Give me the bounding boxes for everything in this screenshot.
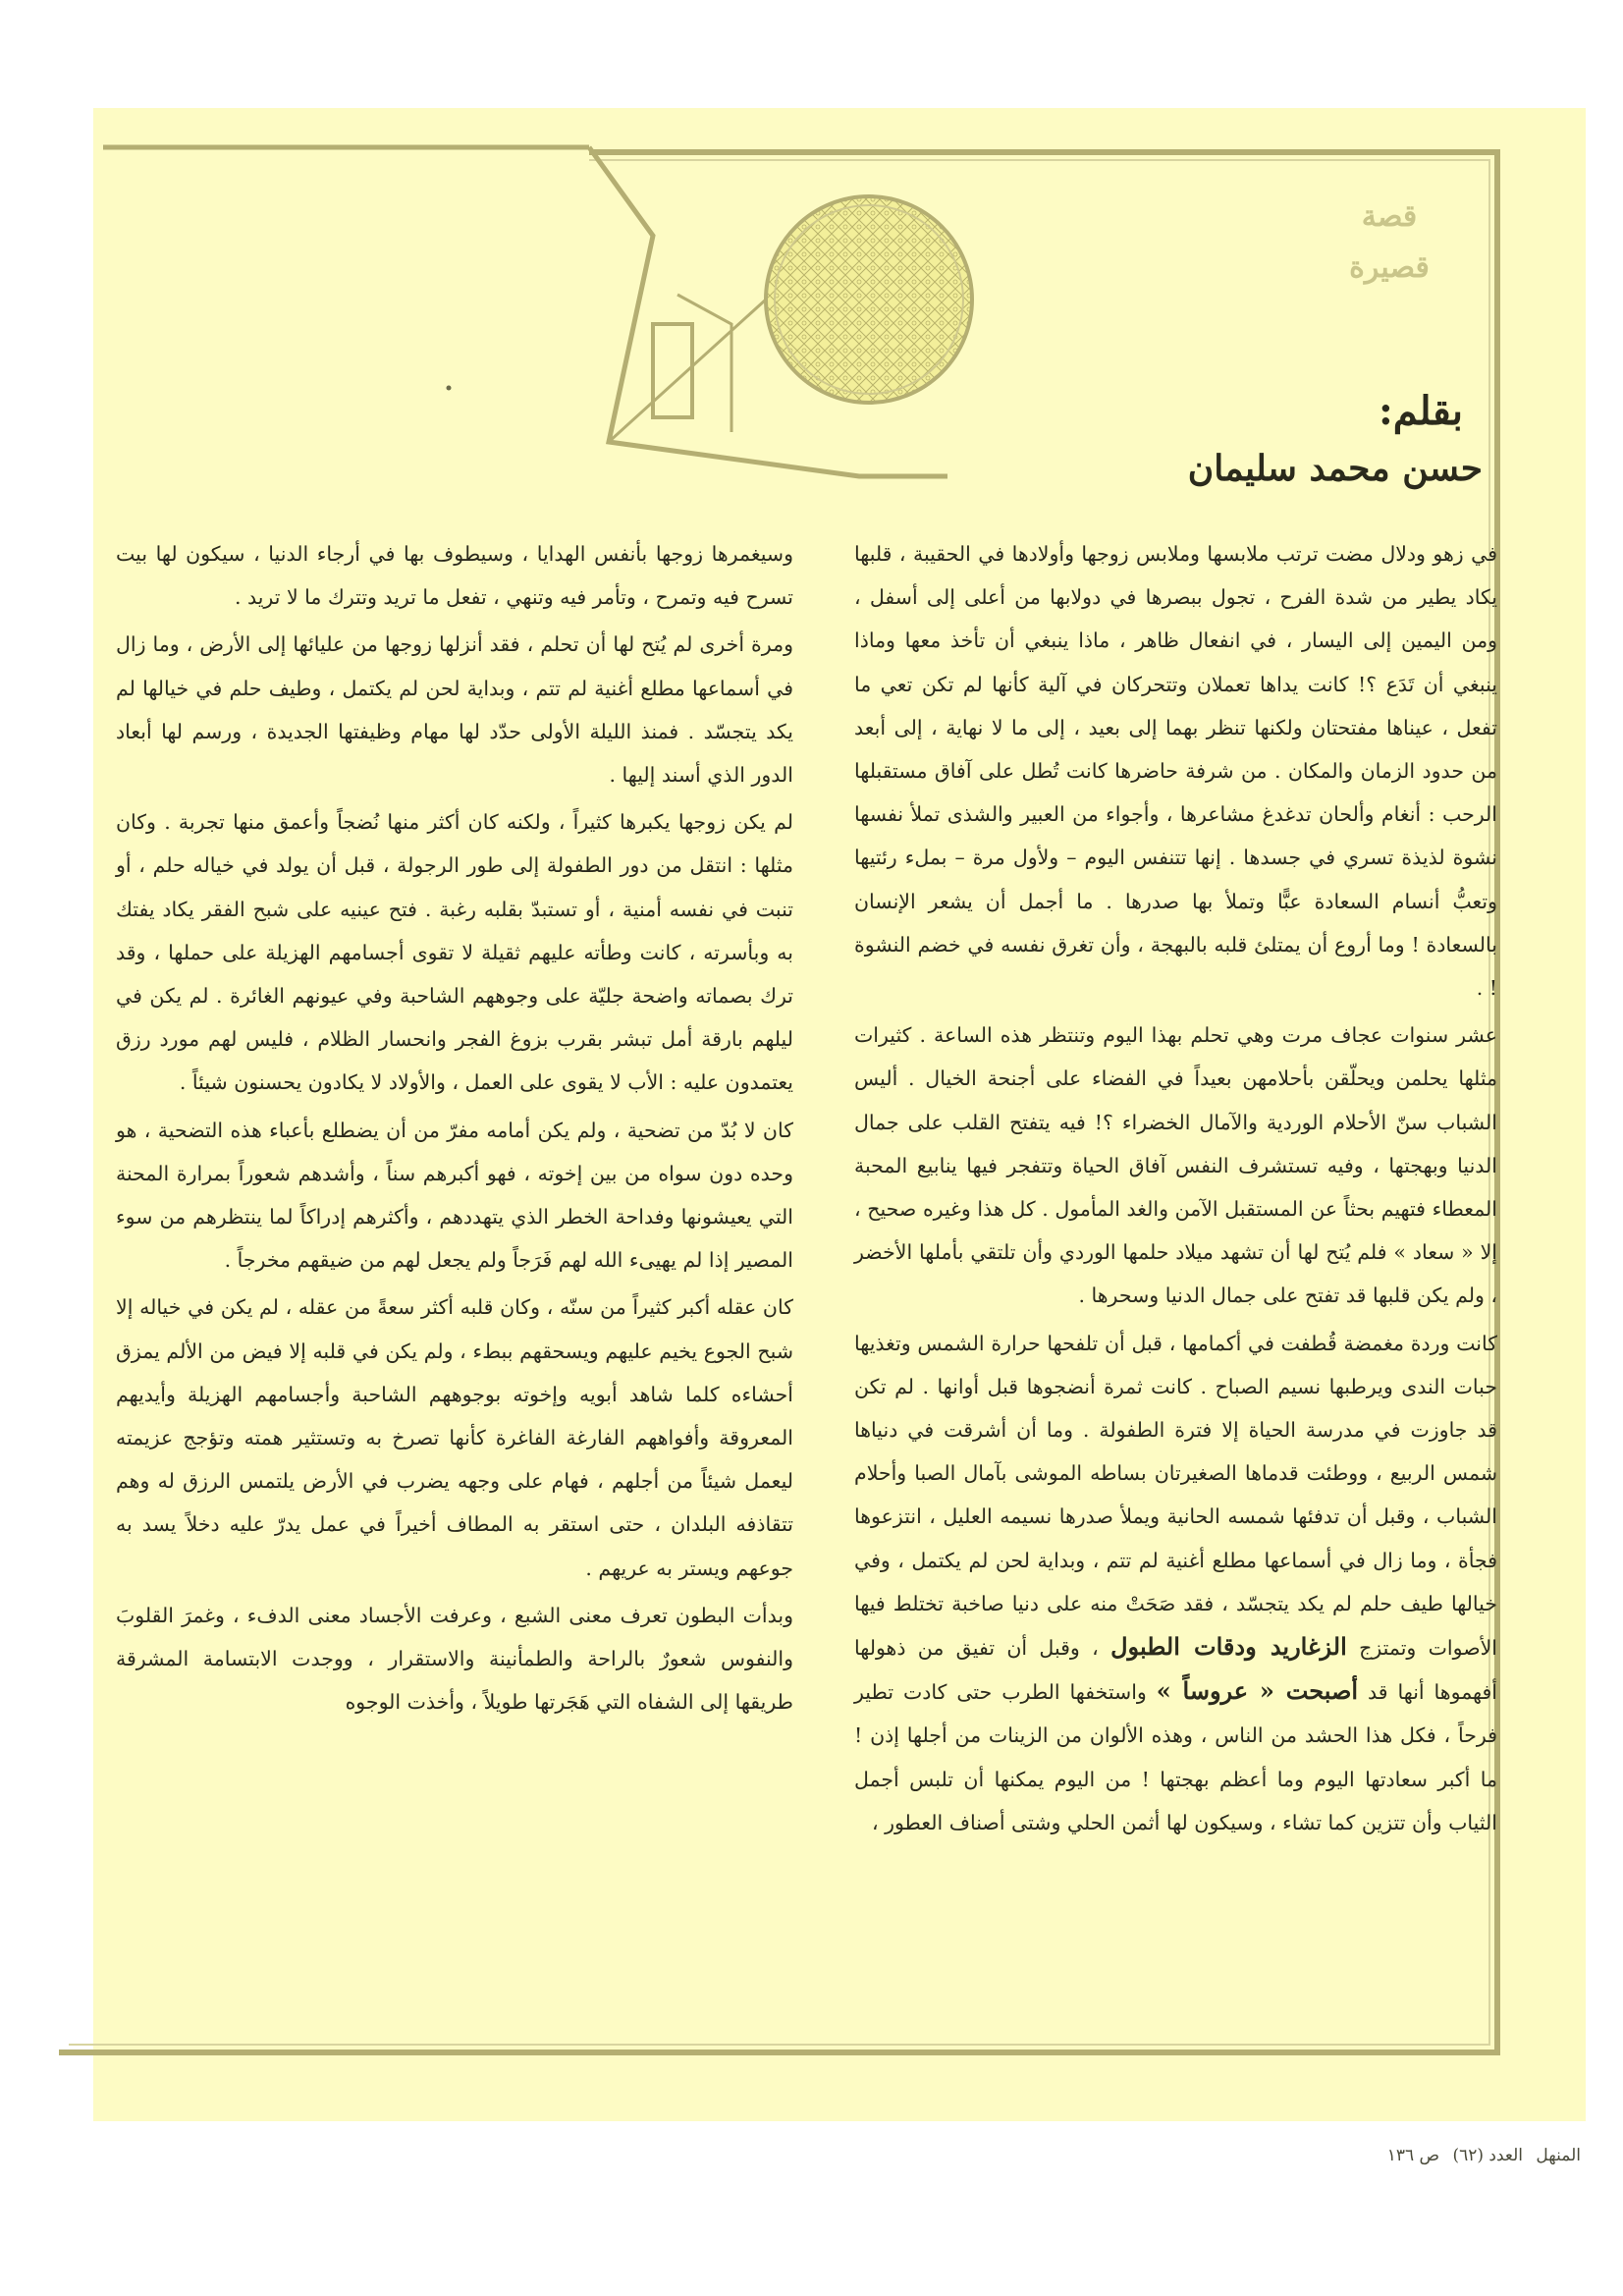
paragraph: في زهو ودلال مضت ترتب ملابسها وملابس زوجها وأولادها في الحقيبة ، قلبها يكاد يطير من شدة الفرح ، تجول ببصرها في دولابها من أعلى إلى أسفل ، ومن اليمين إلى اليسار ، في انفعال ظاهر ، ماذا ينبغي أن تأخذ معها وماذا ينبغي أن تَدَع ؟! كانت يداها تعملان وتتحركان في آلية كأنها لم تكن تعي ما تفعل ، عيناها مفتحتان ولكنها تنظر بهما إلى بعيد ، إلى ما لا نهاية ، إلى أبعد من حدود الزمان والمكان . من شرفة حاضرها كانت تُطل على آفاق مستقبلها الرحب : أنغام وألحان تدغدغ مشاعرها ، وأجواء من العبير والشذى تملأ نفسها نشوة لذيذة تسري في جسدها . إنها تتنفس اليوم – ولأول مرة – بملء رئتيها وتعبُّ أنسام السعادة عبًّا وتملأ بها صدرها . ما أجمل أن يشعر الإنسان بالسعادة ! وما أروع أن يمتلئ قلبه بالبهجة ، وأن تغرق نفسه في خضم النشوة ! . <box>854 542 1497 1001</box>
text-column-left <box>116 532 793 1727</box>
emphasis-text: الزغاريد ودقات الطبول <box>1110 1632 1347 1662</box>
text-column-right <box>854 532 1497 1848</box>
paragraph <box>854 1322 1497 1844</box>
emphasis-text: أصبحت « عروساً » <box>1156 1676 1359 1706</box>
story-kicker <box>1306 191 1473 309</box>
paragraph: كان لا بُدّ من تضحية ، ولم يكن أمامه مفرّ من أن يضطلع بأعباء هذه التضحية ، هو وحده دون سواه من بين إخوته ، فهو أكبرهم سناً ، وأشدهم شعوراً بمرارة المحنة التي يعيشونها وفداحة الخطر الذي يتهددهم ، وأكثرهم إدراكاً لما ينتظرهم من سوء المصير إذا لم يهيىء الله لهم فَرَجاً ولم يجعل لهم من ضيقهم مخرجاً . <box>116 1118 793 1273</box>
paragraph: ومرة أخرى لم يُتح لها أن تحلم ، فقد أنزلها زوجها من عليائها إلى الأرض ، وما زال في أسماعها مطلع أغنية لم تتم ، وبداية لحن لم يكتمل ، وطيف حلم في خيالها لم يكد يتجسّد . فمنذ الليلة الأولى حدّد لها مهام وظيفتها الجديدة ، ورسم لها أبعاد الدور الذي أسند إليها . <box>116 632 793 788</box>
paragraph-text: واستخفها الطرب حتى كادت تطير فرحاً ، فكل هذا الحشد من الناس ، وهذه الألوان من الزينات من أجلها إذن ! ما أكبر سعادتها اليوم وما أعظم بهجتها ! من اليوم يمكنها أن تلبس أجمل الثياب وأن تتزين كما تشاء ، وسيكون لها أثمن الحلي وشتى أصناف العطور ، <box>854 1680 1497 1834</box>
paragraph: وبدأت البطون تعرف معنى الشبع ، وعرفت الأجساد معنى الدفء ، وغمرَ القلوبَ والنفوس شعورٌ بالراحة والطمأنينة والاستقرار ، ووجدت الابتسامة المشرقة طريقها إلى الشفاه التي هَجَرتها طويلاً ، وأخذت الوجوه <box>116 1603 793 1715</box>
kicker-line: قصة <box>1361 199 1418 234</box>
paragraph: لم يكن زوجها يكبرها كثيراً ، ولكنه كان أكثر منها نُضجاً وأعمق منها تجربة . وكان مثلها : انتقل من دور الطفولة إلى طور الرجولة ، قبل أن يولد في خياله حلم ، أو تنبت في نفسه أمنية ، أو تستبدّ بقلبه رغبة . فتح عينيه على شبح الفقر يكاد يفتك به وبأسرته ، كانت وطأته عليهم ثقيلة لا تقوى أجسامهم الهزيلة على حملها ، وقد ترك بصماته واضحة جليّة على وجوههم الشاحبة وفي عيونهم الغائرة . لم يكن في ليلهم بارقة أمل تبشر بقرب بزوغ الفجر وانحسار الظلام ، فليس لهم مورد رزق يعتمدون عليه : الأب لا يقوى على العمل ، والأولاد لا يكادون يحسنون شيئاً . <box>116 810 793 1095</box>
page-number: ص ١٣٦ <box>1386 2146 1440 2165</box>
page-footer <box>1159 2146 1581 2175</box>
paragraph-text: ، وقبل أن تفيق من ذهولها أفهموها أنها قد <box>854 1636 1497 1705</box>
paragraph: كان عقله أكبر كثيراً من سنّه ، وكان قلبه أكثر سعةً من عقله ، لم يكن في خياله إلا شبح الجوع يخيم عليهم ويسحقهم ببطء ، ولم يكن في قلبه إلا فيض من الألم يمزق أحشاءه كلما شاهد أبويه وإخوته بوجوههم الشاحبة وأجسامهم الهزيلة وأيديهم المعروقة وأفواههم الفارغة الفاغرة كأنها تصرخ به وتستثير همته وتؤجج عزيمته ليعمل شيئاً من أجلهم ، فهام على وجهه يضرب في الأرض يلتمس الرزق له وهم تتقاذفه البلدان ، حتى استقر به المطاف أخيراً في عمل يدرّ عليه دخلاً يسد به جوعهم ويستر به عريهم . <box>116 1295 793 1580</box>
paragraph-text: كانت وردة مغمضة قُطفت في أكمامها ، قبل أن تلفحها حرارة الشمس وتغذيها حبات الندى ويرطبها نسيم الصباح . كانت ثمرة أنضجوها قبل أوانها . لم تكن قد جاوزت في مدرسة الحياة إلا فترة الطفولة . وما أن أشرقت في دنياها شمس الربيع ، ووطئت قدماها الصغيرتان بساطه الموشى بآمال الصبا وأحلام الشباب ، وقبل أن تدفئها شمسه الحانية ويملأ صدرها نسيمه العليل ، انتزعوها فجأة ، وما زال في أسماعها مطلع أغنية لم تتم ، وبداية لحن لم يكتمل ، وفي خيالها طيف حلم لم يكد يتجسّد ، فقد صَحَتْ منه على دنيا صاخبة تختلط فيها الأصوات وتمتزج <box>854 1331 1497 1661</box>
issue-number: العدد (٦٢) <box>1452 2146 1524 2165</box>
magazine-name: المنهل <box>1536 2146 1581 2165</box>
byline-label: بقلم: <box>1379 388 1463 434</box>
paragraph: وسيغمرها زوجها بأنفس الهدايا ، وسيطوف بها في أرجاء الدنيا ، سيكون لها بيت تسرح فيه وتمرح ، وتأمر فيه وتنهي ، تفعل ما تريد وتترك ما لا تريد . <box>116 542 793 610</box>
kicker-line: قصيرة <box>1349 250 1430 285</box>
paragraph: عشر سنوات عجاف مرت وهي تحلم بهذا اليوم وتنتظر هذه الساعة . كثيرات مثلها يحلمن ويحلّقن بأحلامهن بعيداً في الفضاء على أجنحة الخيال . أليس الشباب سنّ الأحلام الوردية والآمال الخضراء ؟! فيه يتفتح القلب على جمال الدنيا وبهجتها ، وفيه تستشرف النفس آفاق الحياة وتتفجر فيها ينابيع المحبة المعطاء فتهيم بحثاً عن المستقبل الآمن والغد المأمول . كل هذا وغيره صحيح ، إلا « سعاد » فلم يُتح لها أن تشهد ميلاد حلمها الوردي وأن تلتقي بأملها الأخضر ، ولم يكن قلبها قد تفتح على جمال الدنيا وسحرها . <box>854 1023 1497 1308</box>
author-name: حسن محمد سليمان <box>1187 448 1483 489</box>
